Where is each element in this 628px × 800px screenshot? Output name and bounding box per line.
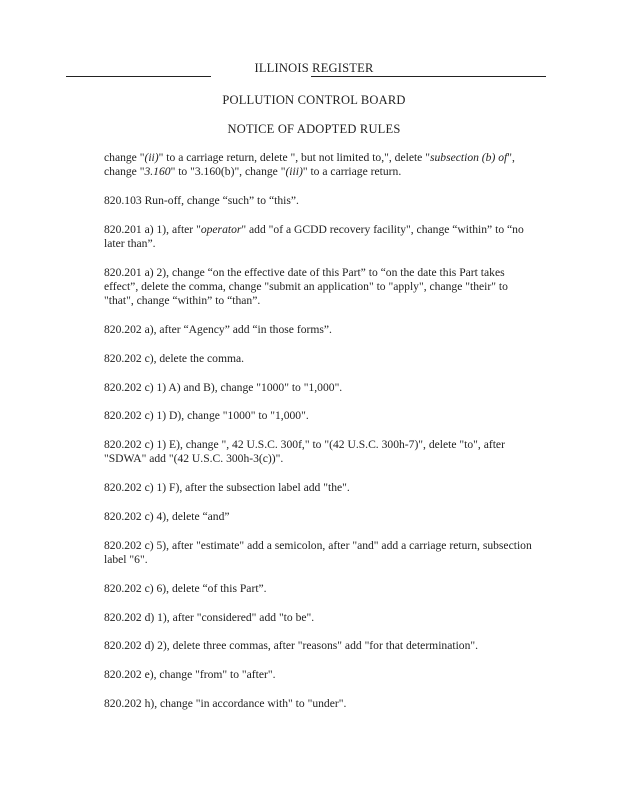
amendment-paragraph: [104, 510, 534, 524]
amendment-paragraph: [104, 381, 534, 395]
paragraph-text: 820.202 h), change "in accordance with" to "under".: [104, 696, 347, 710]
paragraph-text: 820.202 c) 1) A) and B), change "1000" to "1,000".: [104, 380, 343, 394]
amendment-paragraph: [104, 223, 534, 251]
paragraph-text: 820.202 c), delete the comma.: [104, 351, 245, 365]
paragraph-text: 820.202 a), after “Agency” add “in those forms”.: [104, 323, 332, 336]
paragraph-text: 820.202 d) 2), delete three commas, after "reasons" add "for that determination".: [104, 639, 479, 653]
agency-title: POLLUTION CONTROL BOARD: [222, 93, 406, 107]
paragraph-text: 820.202 c) 6), delete “of this Part”.: [104, 581, 267, 595]
paragraph-text: 820.202 c) 4), delete “and”: [104, 509, 230, 523]
italic-text: 3.160: [144, 165, 171, 179]
paragraph-text: ", change ": [104, 151, 515, 179]
paragraph-text: 820.201 a) 2), change “on the effective date of this Part” to “on the date this Part takes effect”, delete the comma, change "submit an application" to "apply", change "their" to "that", change “within” to “than”.: [104, 265, 508, 308]
amendment-paragraph: [104, 668, 534, 682]
amendment-paragraph: [104, 639, 534, 653]
header-rule: [66, 76, 546, 77]
paragraph-text: " to a carriage return, delete ", but not limited to,", delete ": [158, 151, 430, 164]
italic-text: (iii): [285, 165, 303, 179]
italic-text: subsection (b) of: [429, 151, 508, 164]
amendment-paragraph: [104, 481, 534, 495]
paragraph-text: 820.202 e), change "from" to "after".: [104, 668, 276, 682]
amendment-paragraph: [104, 438, 534, 466]
paragraph-text: 820.202 c) 1) D), change "1000" to "1,000".: [104, 409, 309, 423]
amendment-paragraph: [104, 409, 534, 423]
amendment-paragraph: [104, 151, 534, 179]
amendment-paragraph: [104, 266, 534, 309]
paragraph-text: 820.103 Run-off, change “such” to “this”.: [104, 194, 299, 207]
notice-title: NOTICE OF ADOPTED RULES: [227, 122, 401, 136]
paragraph-text: " to "3.160(b)", change ": [170, 165, 286, 179]
amendment-paragraph: [104, 323, 534, 337]
italic-text: operator: [200, 222, 242, 236]
paragraph-text: " add "of a GCDD recovery facility", change “within” to “no later than”.: [104, 222, 524, 250]
paragraph-text: 820.202 c) 1) F), after the subsection label add "the".: [104, 481, 350, 495]
amendment-paragraph: [104, 697, 534, 711]
amendment-paragraph: [104, 539, 534, 567]
paragraph-text: change ": [104, 151, 145, 164]
document-body: [104, 151, 534, 726]
amendment-paragraph: [104, 352, 534, 366]
paragraph-text: 820.202 c) 5), after "estimate" add a semicolon, after "and" add a carriage return, subsection label "6".: [104, 538, 532, 566]
paragraph-text: 820.202 c) 1) E), change ", 42 U.S.C. 300f," to "(42 U.S.C. 300h-7)", delete "to", after "SDWA" add "(42 U.S.C. 300h-3(c))".: [104, 438, 505, 466]
paragraph-text: 820.202 d) 1), after "considered" add "to be".: [104, 610, 315, 624]
register-title: ILLINOIS REGISTER: [254, 61, 374, 75]
paragraph-text: 820.201 a) 1), after ": [104, 222, 201, 236]
amendment-paragraph: [104, 611, 534, 625]
amendment-paragraph: [104, 582, 534, 596]
amendment-paragraph: [104, 194, 534, 208]
paragraph-text: " to a carriage return.: [302, 165, 402, 179]
italic-text: (ii): [144, 151, 159, 164]
